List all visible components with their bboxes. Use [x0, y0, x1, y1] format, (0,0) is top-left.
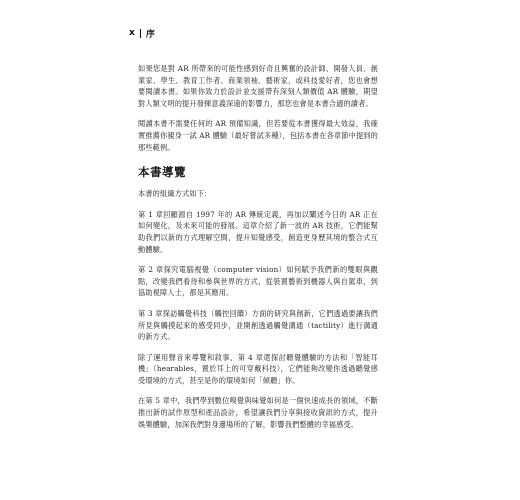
guide-paragraph: 第 1 章回顧源自 1997 年的 AR 傳統定義，再加以闡述今日的 AR 正在如何變化，及未來可能的發展。這章介紹了新一波的 AR 技術，它們能幫助我們以新的方式理解空間，提升知覺感受，創造更身歷其境的整合式互動體驗。	[138, 209, 378, 254]
chapter-title: 序	[145, 29, 155, 40]
guide-paragraph: 本書的組織方式如下：	[138, 189, 212, 199]
guide-paragraph: 第 3 章探訪觸覺科技（觸控回饋）方面的研究與創新，它們透過要讓我們所見與觸摸起來的感受同步，並開創透過觸覺溝通（tactility）進行溝通的新方式。	[138, 308, 378, 342]
intro-paragraph: 閱讀本書不需要任何的 AR 預備知識，但若要從本書獲得最大效益，我確實推薦你親身一試 AR 體驗（最好嘗試多種），包括本書在各章節中提到的那些範例。	[138, 119, 378, 152]
page-number: x	[129, 28, 135, 38]
header-divider	[140, 29, 141, 38]
guide-paragraph: 除了運用聲音來導覽和敘事，第 4 章還探討聽覺體驗的方法和「智能耳機」（hearables，置於耳上的可穿戴科技），它們能夠改變你透過聽覺感受環境的方式，甚至是你的環境如何「傾聽」你。	[138, 352, 378, 385]
guide-paragraph: 在第 5 章中，我們學到數位嗅覺與味覺如何是一個快速成長的領域，不斷推出新的試作原型和產品設計，希望讓我們分享與接收資訊的方式，提升娛樂體驗，加深我們對身邊場所的了解，影響我們整體的幸福感受。	[138, 396, 378, 429]
guide-paragraph: 第 2 章探究電腦視覺（computer vision）如何賦予我們新的雙眼與觀點，改變我們看待和參與世界的方式，從裝置藝術到機器人與自駕車，到協助視障人士，都是其應用。	[138, 265, 378, 298]
intro-paragraph: 如果您是對 AR 所帶來的可能性感到好奇且興奮的設計師、開發人員、創業家、學生、教育工作者、商業領袖、藝術家，或科技愛好者，您也會想要閱讀本書。如果你致力於設計並支援帶有深刻人類價值 AR 體驗，期望對人類文明的提升發揮意義深遠的影響力，那您也會是本書合適的讀者。	[138, 64, 378, 108]
page-body	[138, 63, 378, 439]
page-header	[129, 27, 155, 39]
section-heading: 本書導覽	[138, 165, 186, 180]
